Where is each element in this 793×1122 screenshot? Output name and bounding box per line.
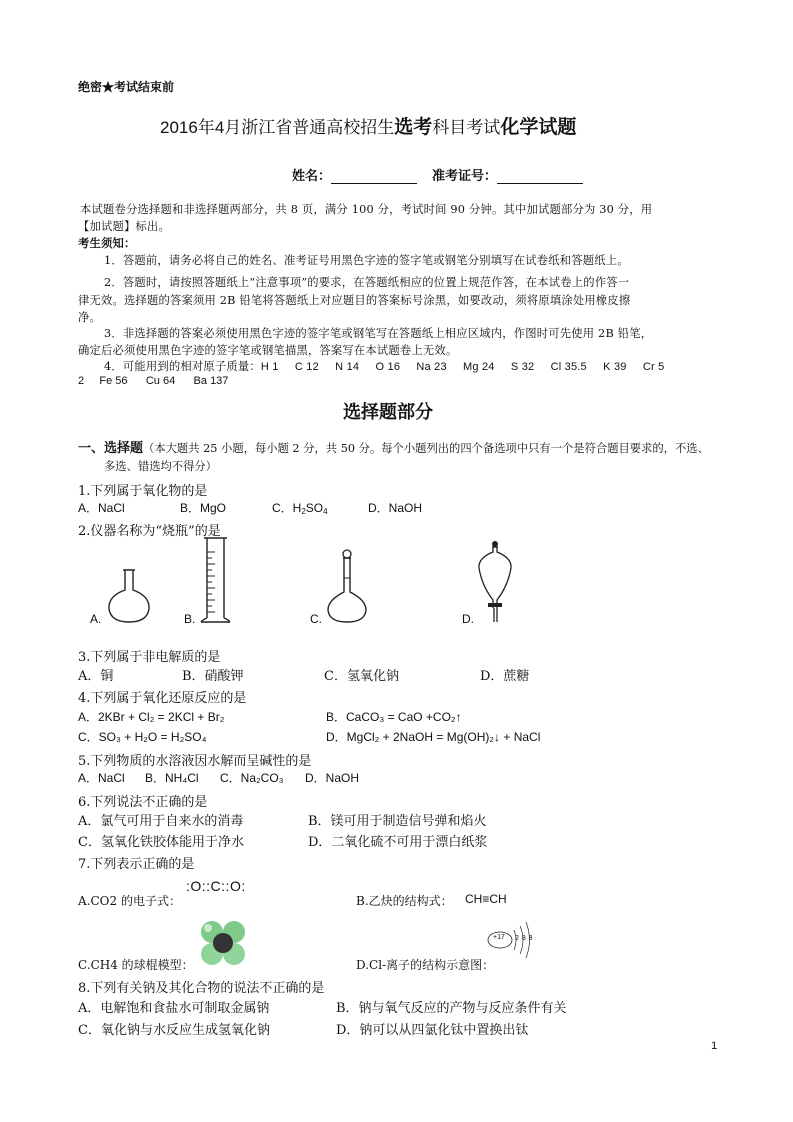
notice-2b: 律无效。选择题的答案须用 2B 铅笔将答题纸上对应题目的答案标号涂黑，如要改动，须将原填涂处用橡皮擦 (78, 294, 631, 307)
q5-option-d: D．NaOH (305, 771, 360, 785)
q4-option-b: B．CaCO₃ = CaO +CO₂↑ (326, 710, 462, 724)
q8-option-a: A．电解饱和食盐水可制取金属钠 (78, 1001, 270, 1016)
volumetric-flask-icon (322, 548, 372, 626)
q2-option-c: C. (310, 612, 322, 626)
name-field: 姓名： (292, 165, 417, 184)
q5-stem: 5.下列物质的水溶液因水解而呈碱性的是 (78, 754, 312, 769)
round-flask-icon (104, 566, 154, 626)
q8-option-c: C．氧化钠与水反应生成氢氧化钠 (78, 1023, 270, 1038)
q1-option-d: D．NaOH (368, 501, 423, 515)
co2-electron-formula: :O::C::O: (186, 878, 246, 894)
notice-4b: 2 Fe 56 Cu 64 Ba 137 (78, 375, 229, 387)
q5-option-b: B．NH₄Cl (145, 771, 199, 785)
notice-4a: 4．可能用到的相对原子质量：H 1 C 12 N 14 O 16 Na 23 Mg 24 S 32 Cl 35.5 K 39 Cr 5 (104, 360, 665, 373)
q2-option-b: B. (184, 612, 196, 626)
q7-option-d: D.Cl-离子的结构示意图： (356, 958, 495, 972)
notice-1: 1．答题前，请务必将自己的姓名、准考证号用黑色字迹的签字笔或钢笔分别填写在试卷纸和答题纸上。 (104, 254, 629, 267)
q3-option-a: A．铜 (78, 669, 114, 684)
candidate-id-field: 准考证号： (432, 165, 583, 184)
intro-line-2: 【加试题】标出。 (78, 220, 170, 233)
q4-stem: 4.下列属于氧化还原反应的是 (78, 691, 247, 706)
q4-option-d: D．MgCl₂ + 2NaOH = Mg(OH)₂↓ + NaCl (326, 730, 541, 744)
notice-3b: 确定后必须使用黑色字迹的签字笔或钢笔描黑，答案写在本试题卷上无效。 (78, 344, 458, 357)
exam-title: 2016年4月浙江省普通高校招生选考科目考试化学试题 (160, 116, 577, 138)
q3-stem: 3.下列属于非电解质的是 (78, 650, 221, 665)
q6-option-b: B．镁可用于制造信号弹和焰火 (308, 814, 487, 829)
q1-stem: 1.下列属于氧化物的是 (78, 484, 208, 499)
separatory-funnel-icon (474, 538, 516, 628)
q5-option-a: A．NaCl (78, 771, 125, 785)
intro-line-1: 本试题卷分选择题和非选择题两部分，共 8 页，满分 100 分，考试时间 90 分钟。其中加试题部分为 30 分，用 (80, 203, 653, 216)
q1-option-b: B．MgO (180, 501, 227, 515)
q3-option-c: C．氢氧化钠 (324, 669, 399, 684)
q8-stem: 8.下列有关钠及其化合物的说法不正确的是 (78, 981, 325, 996)
q2-stem: 2.仪器名称为“烧瓶”的是 (78, 524, 221, 539)
q4-option-a: A．2KBr + Cl₂ = 2KCl + Br₂ (78, 710, 225, 724)
q7-option-b: B.乙炔的结构式： (356, 894, 453, 908)
notice-2c: 净。 (78, 311, 101, 324)
q6-option-a: A．氯气可用于自来水的消毒 (78, 814, 244, 829)
q1-option-a: A．NaCl (78, 501, 125, 515)
notice-2a: 2．答题时，请按照答题纸上“注意事项”的要求，在答题纸相应的位置上规范作答，在本试卷上的作答一 (104, 276, 630, 289)
q4-option-c: C．SO₃ + H₂O = H₂SO₄ (78, 730, 207, 744)
chloride-shells: 2 8 8 (515, 935, 533, 942)
secret-label: 绝密★考试结束前 (78, 80, 175, 94)
q8-option-d: D．钠可以从四氯化钛中置换出钛 (336, 1023, 529, 1038)
q7-option-a: A.CO2 的电子式： (78, 894, 181, 908)
q3-option-b: B．硝酸钾 (182, 669, 244, 684)
part1-heading: 一、选择题（本大题共 25 小题，每小题 2 分，共 50 分。每个小题列出的四个备选项中只有一个是符合题目要求的，不选、 (78, 441, 709, 456)
methane-ball-stick-model (198, 918, 248, 968)
notice-title: 考生须知： (78, 236, 136, 250)
q1-option-c: C．$H_2SO_4$ (272, 501, 328, 516)
notice-3a: 3．非选择题的答案必须使用黑色字迹的签字笔或钢笔写在答题纸上相应区域内，作图时可先使用 2B 铅笔， (104, 327, 653, 340)
chloride-nucleus: +17 (493, 934, 505, 941)
q6-option-c: C．氢氧化铁胶体能用于净水 (78, 835, 244, 850)
graduated-cylinder-icon (198, 536, 234, 626)
q2-option-a: A. (90, 612, 102, 626)
q2-option-d: D. (462, 612, 474, 626)
q3-option-d: D．蔗糖 (480, 669, 530, 684)
q7-option-c: C.CH4 的球棍模型： (78, 958, 194, 972)
q8-option-b: B．钠与氧气反应的产物与反应条件有关 (336, 1001, 567, 1016)
q5-option-c: C．Na₂CO₃ (220, 771, 284, 785)
page-number: 1 (711, 1040, 718, 1052)
q7-stem: 7.下列表示正确的是 (78, 857, 195, 872)
part1-desc: 多选、错选均不得分） (104, 460, 217, 473)
q6-stem: 6.下列说法不正确的是 (78, 795, 208, 810)
q6-option-d: D．二氧化硫不可用于漂白纸浆 (308, 835, 488, 850)
section-title: 选择题部分 (343, 402, 433, 423)
acetylene-formula: CH≡CH (465, 892, 507, 906)
